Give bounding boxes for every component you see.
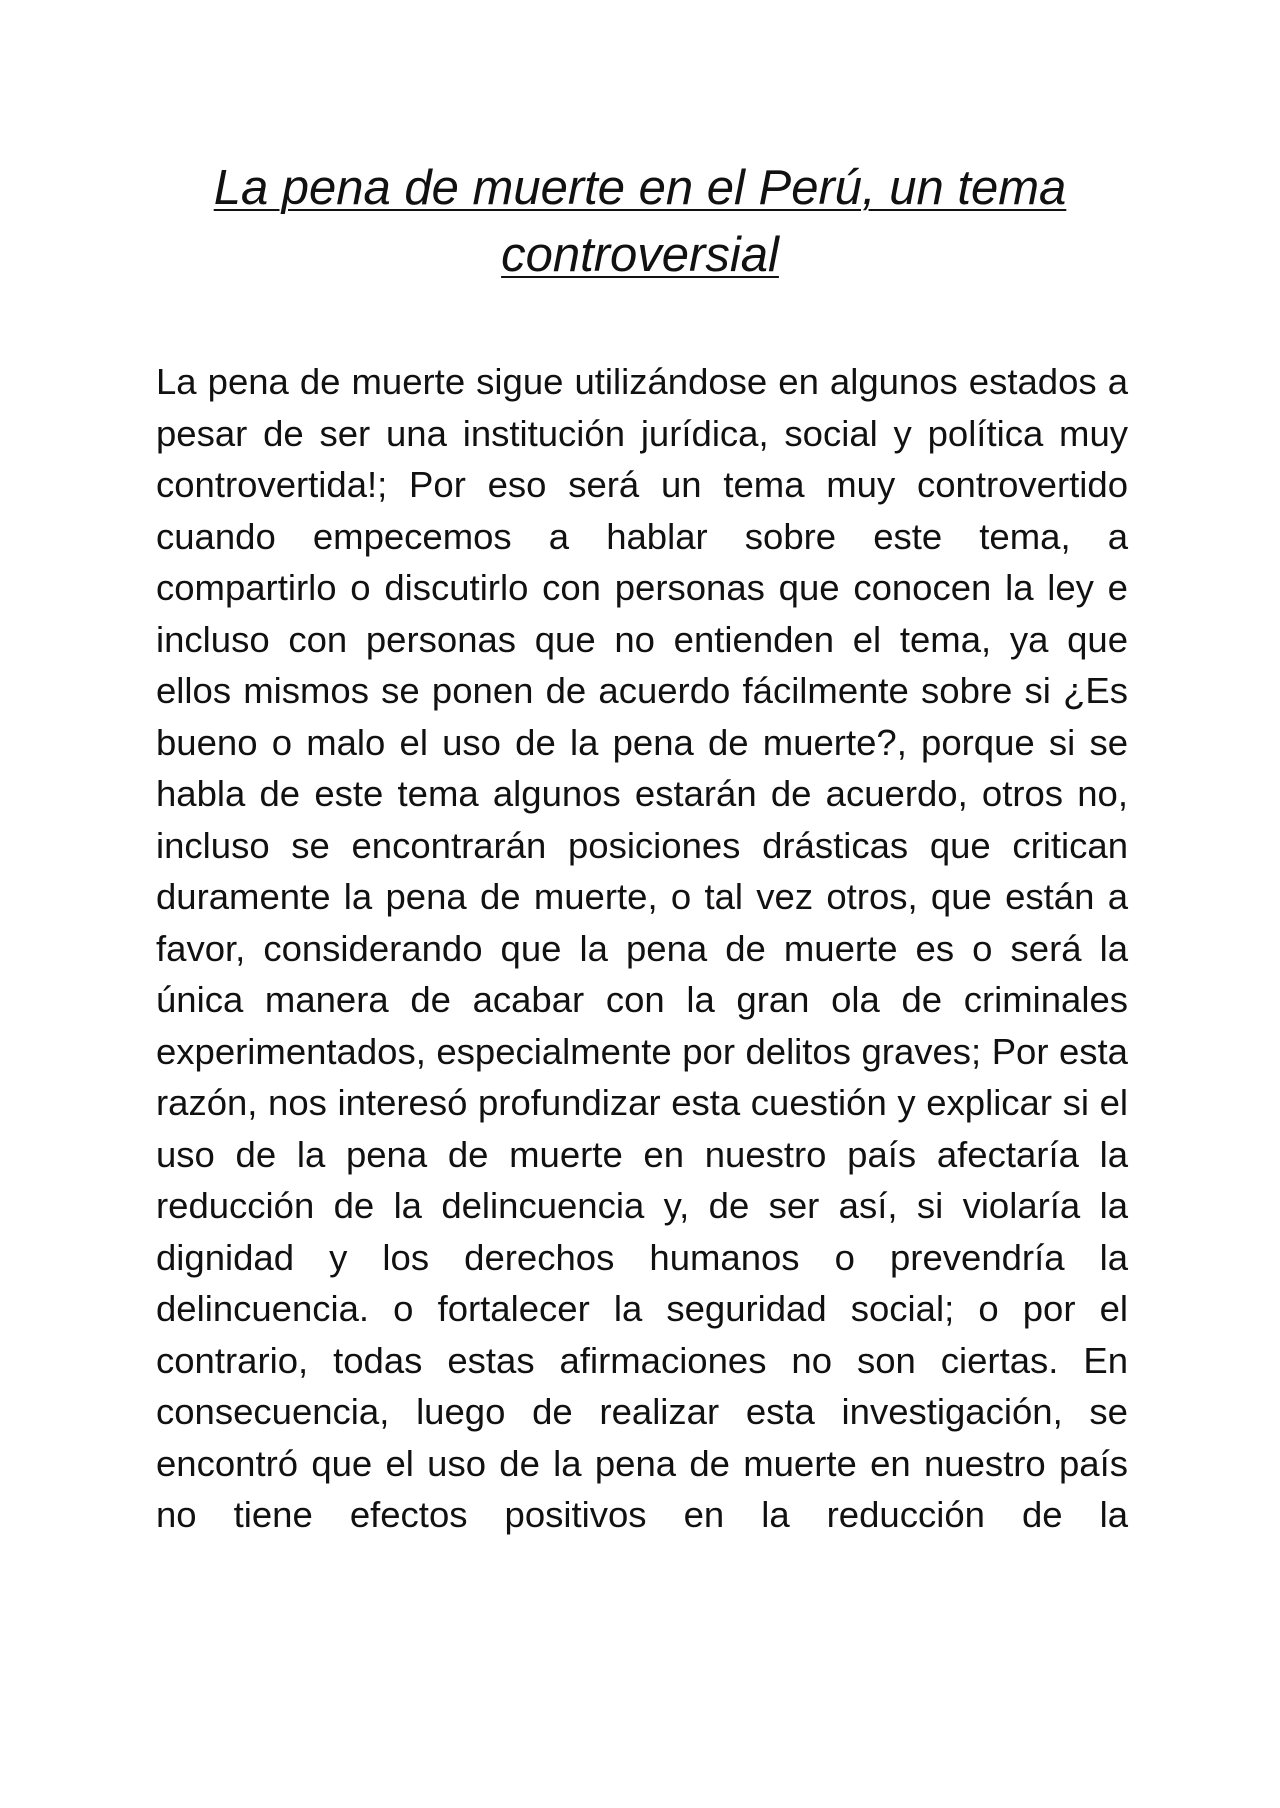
document-title: La pena de muerte en el Perú, un tema controversial xyxy=(213,161,1067,282)
document-body-paragraph: La pena de muerte sigue utilizándose en algunos estados a pesar de ser una institución jurídica, social y política muy controvertida!; Por eso será un tema muy controvertido cuando empecemos a hablar sobre este tema, a compartirlo o discutirlo con personas que conocen la ley e incluso con personas que no entienden el tema, ya que ellos mismos se ponen de acuerdo fácilmente sobre si ¿Es bueno o malo el uso de la pena de muerte?, porque si se habla de este tema algunos estarán de acuerdo, otros no, incluso se encontrarán posiciones drásticas que critican duramente la pena de muerte, o tal vez otros, que están a favor, considerando que la pena de muerte es o será la única manera de acabar con la gran ola de criminales experimentados, especialmente por delitos graves; Por esta razón, nos interesó profundizar esta cuestión y explicar si el uso de la pena de muerte en nuestro país afectaría la reducción de la delincuencia y, de ser así, si violaría la dignidad y los derechos humanos o prevendría la delincuencia. o fortalecer la seguridad social; o por el contrario, todas estas afirmaciones no son ciertas. En consecuencia, luego de realizar esta investigación, se encontró que el uso de la pena de muerte en nuestro país no tiene efectos positivos en la reducción de la xyxy=(156,361,1128,1535)
